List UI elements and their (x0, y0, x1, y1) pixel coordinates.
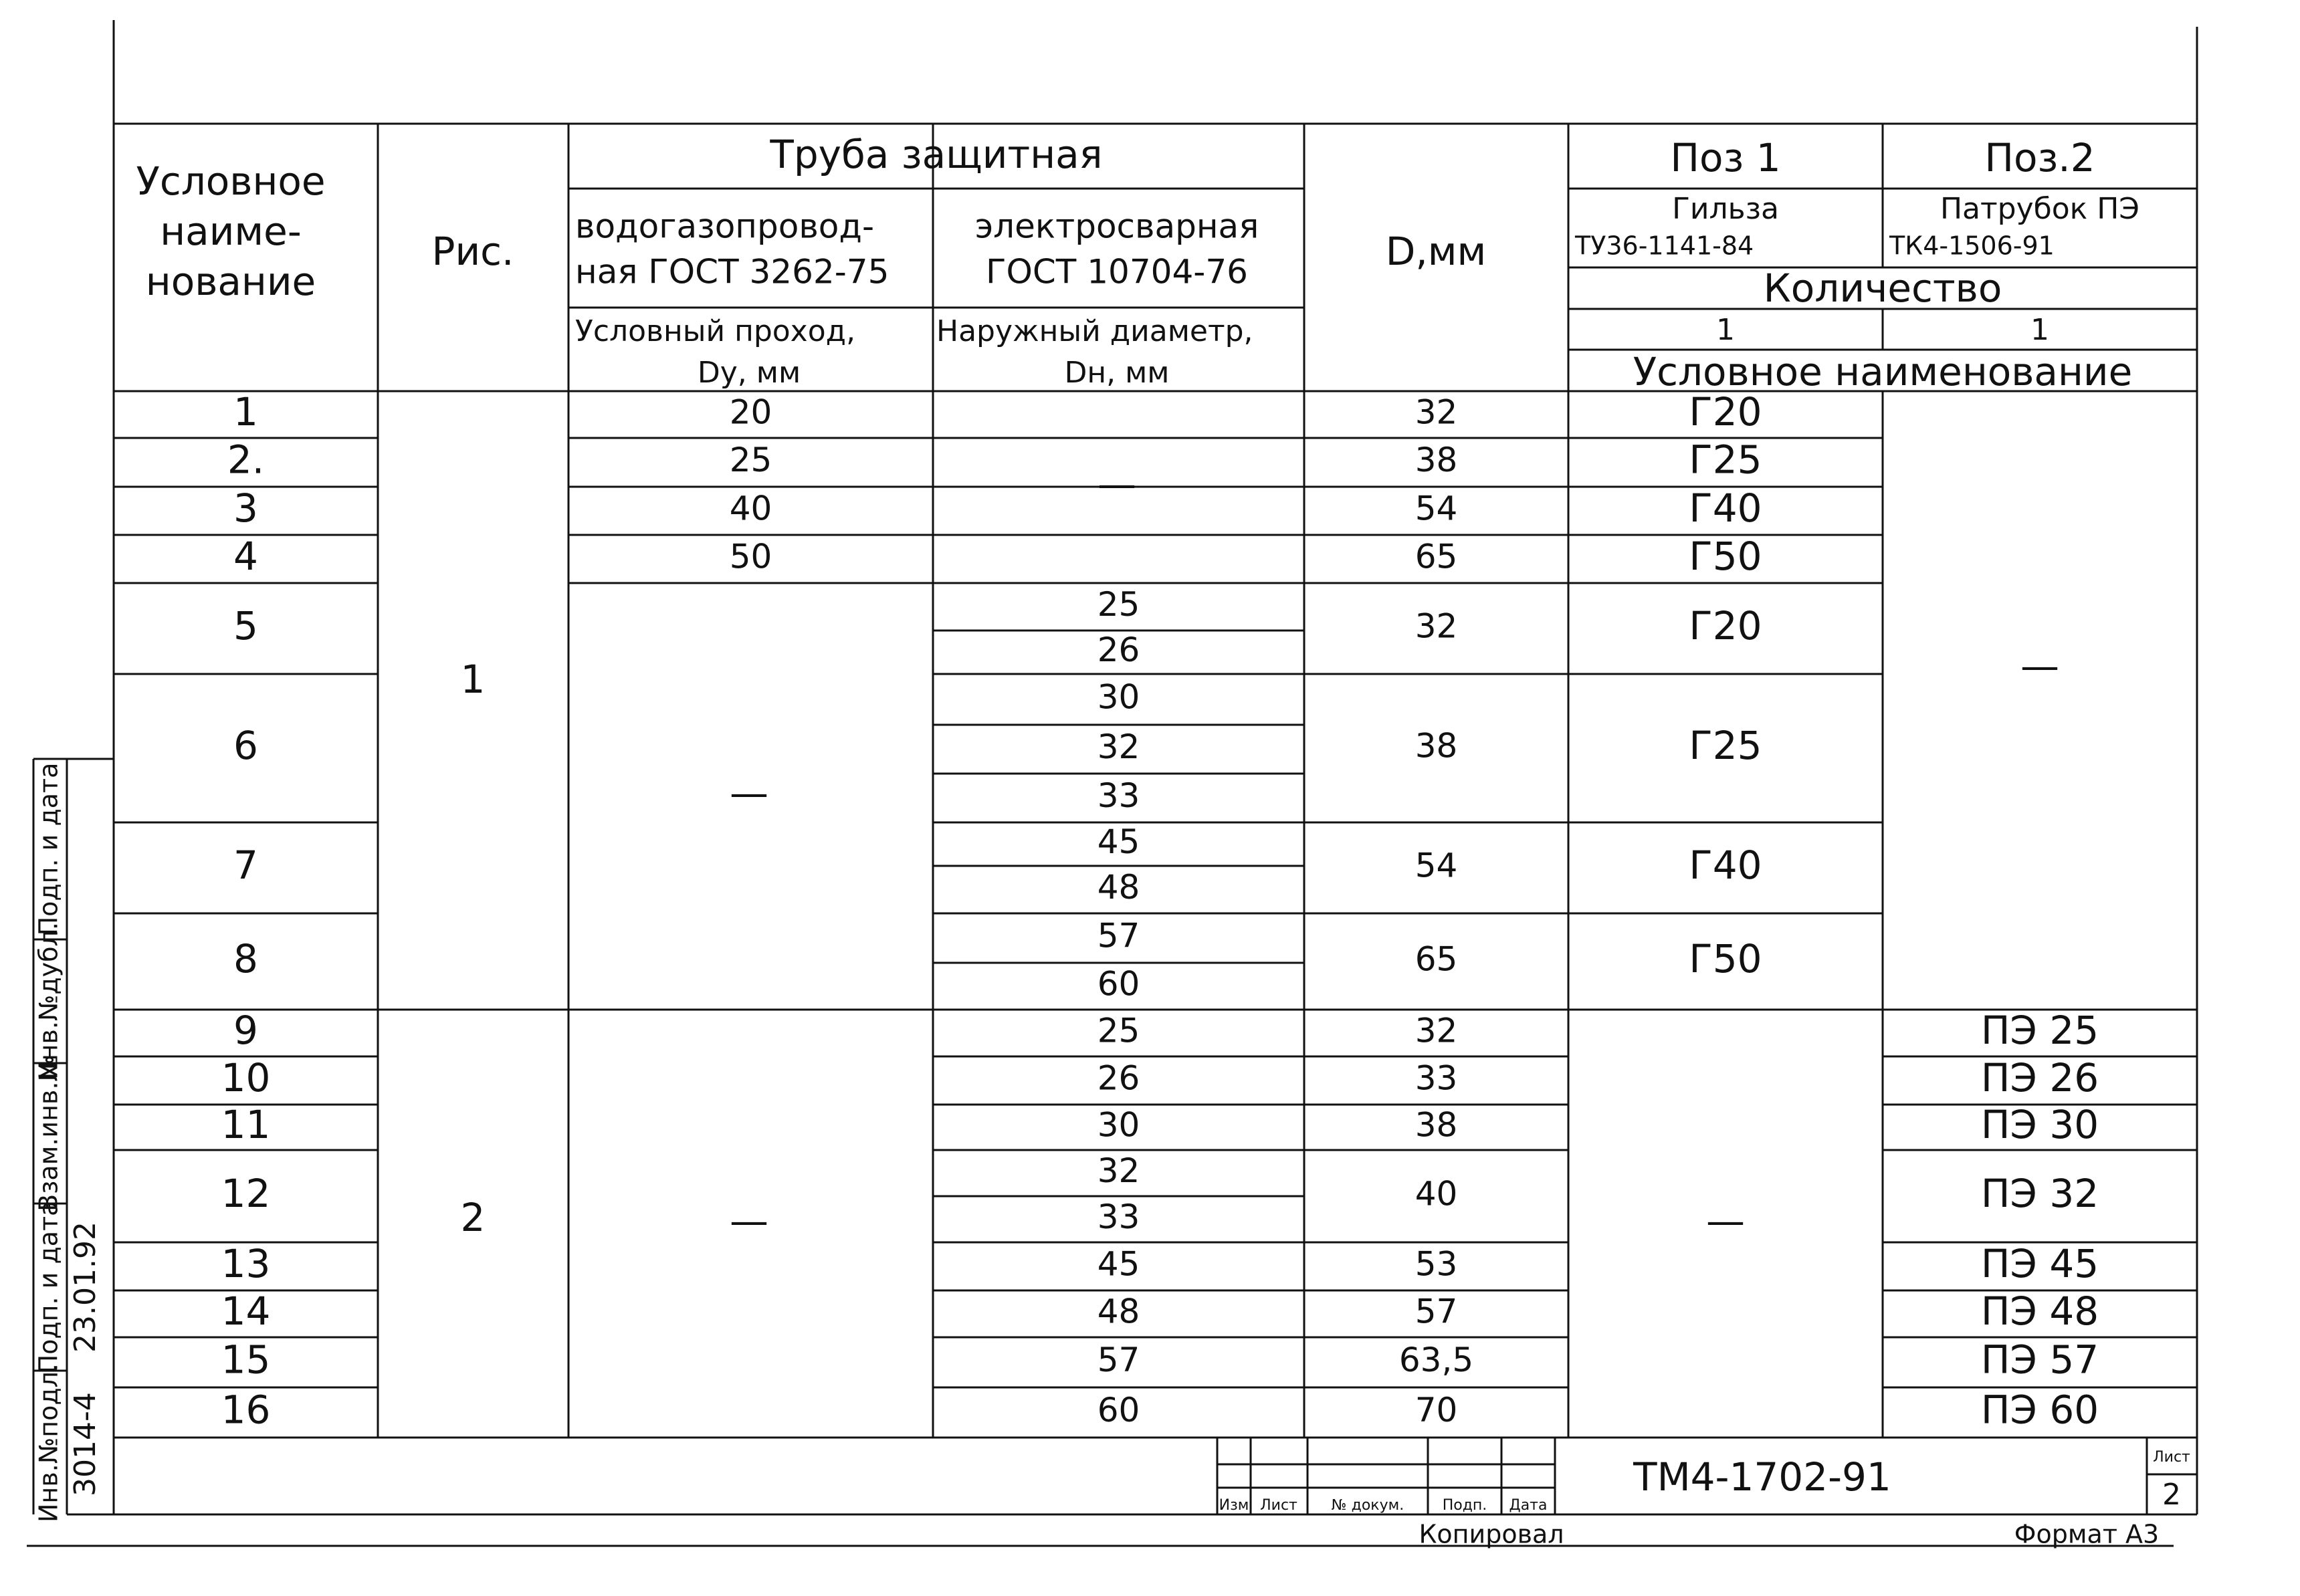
branch-pipe-name: ПЭ 32 (1980, 1171, 2099, 1217)
header-outer-diameter-unit: Dн, мм (1064, 356, 1170, 390)
dash-empty-cell: — (1097, 461, 1136, 507)
header-branch-pipe: Патрубок ПЭ (1940, 192, 2140, 226)
figure-number-1: 1 (460, 657, 486, 703)
outer-diameter-value: 60 (1097, 964, 1140, 1004)
header-conditional-name: Условное наименование (1633, 349, 2133, 395)
title-block-column: № докум. (1331, 1497, 1404, 1514)
header-protective-pipe: Труба защитная (770, 132, 1103, 178)
row-number: 11 (221, 1102, 271, 1148)
copied-by: Копировал (1419, 1519, 1564, 1549)
header-water-pipe-line1: водогазопровод- (575, 207, 874, 246)
diameter-value: 33 (1415, 1058, 1458, 1098)
branch-pipe-name: ПЭ 25 (1980, 1008, 2099, 1054)
outer-diameter-value: 48 (1097, 868, 1140, 907)
diameter-value: 40 (1415, 1174, 1458, 1214)
row-number: 7 (233, 842, 258, 889)
nominal-bore-value: 40 (729, 489, 772, 528)
sleeve-name: Г25 (1689, 437, 1762, 483)
paper-format: Формат А3 (2014, 1519, 2160, 1549)
diameter-value: 38 (1415, 726, 1458, 766)
header-sleeve-spec: ТУ36-1141-84 (1575, 231, 1754, 261)
branch-pipe-name: ПЭ 48 (1980, 1288, 2099, 1335)
row-number: 6 (233, 723, 258, 769)
branch-pipe-name: ПЭ 30 (1980, 1102, 2099, 1148)
row-number: 12 (221, 1171, 271, 1217)
outer-diameter-value: 57 (1097, 1341, 1140, 1379)
nominal-bore-value: 20 (729, 392, 772, 432)
diameter-value: 32 (1415, 392, 1458, 432)
row-number: 15 (221, 1337, 271, 1383)
row-number: 4 (233, 534, 258, 580)
sleeve-name: Г20 (1689, 389, 1762, 435)
row-number: 8 (233, 936, 258, 982)
header-branch-pipe-spec: ТК4-1506-91 (1889, 231, 2055, 261)
stamp-date: 23.01.92 (68, 1222, 102, 1353)
branch-pipe-name: ПЭ 26 (1980, 1055, 2099, 1101)
outer-diameter-value: 25 (1097, 1011, 1140, 1050)
dash-empty-cell: — (2020, 643, 2059, 689)
header-quantity-pos1: 1 (1716, 313, 1735, 347)
title-block-column: Лист (1260, 1497, 1297, 1514)
stamp-label: Подп. и дата (33, 1200, 64, 1374)
row-number: 16 (221, 1387, 271, 1433)
diameter-value: 53 (1415, 1244, 1458, 1284)
diameter-value: 65 (1415, 537, 1458, 576)
sheet-number: 2 (2162, 1478, 2181, 1512)
diameter-value: 57 (1415, 1292, 1458, 1331)
sleeve-name: Г40 (1689, 485, 1762, 532)
outer-diameter-value: 60 (1097, 1391, 1140, 1430)
outer-diameter-value: 30 (1097, 677, 1140, 717)
outer-diameter-value: 48 (1097, 1292, 1140, 1331)
sleeve-name: Г25 (1689, 723, 1762, 769)
header-name-line2: наиме- (160, 209, 302, 255)
header-nominal-bore-unit: Dу, мм (697, 356, 801, 390)
outer-diameter-value: 33 (1097, 1198, 1140, 1236)
outer-diameter-value: 57 (1097, 916, 1140, 955)
header-name-line1: Условное (136, 158, 326, 205)
diameter-value: 63,5 (1398, 1341, 1474, 1379)
drawing-code: ТМ4-1702-91 (1633, 1454, 1891, 1500)
header-pos2: Поз.2 (1984, 135, 2095, 181)
dash-empty-cell: — (730, 1198, 768, 1244)
outer-diameter-value: 26 (1097, 1058, 1140, 1098)
row-number: 9 (233, 1008, 258, 1054)
row-number: 1 (233, 389, 258, 435)
outer-diameter-value: 26 (1097, 631, 1140, 669)
diameter-value: 38 (1415, 1105, 1458, 1145)
header-welded-pipe-line2: ГОСТ 10704-76 (986, 252, 1248, 292)
sheet-label: Лист (2153, 1449, 2190, 1466)
header-quantity: Количество (1763, 265, 2002, 312)
sleeve-name: Г50 (1689, 534, 1762, 580)
outer-diameter-value: 45 (1097, 822, 1140, 861)
diameter-value: 65 (1415, 939, 1458, 979)
figure-number-2: 2 (460, 1195, 486, 1241)
branch-pipe-name: ПЭ 60 (1980, 1387, 2099, 1433)
row-number: 13 (221, 1241, 271, 1287)
diameter-value: 38 (1415, 441, 1458, 479)
header-welded-pipe-line1: электросварная (974, 207, 1259, 246)
nominal-bore-value: 50 (729, 537, 772, 576)
header-nominal-bore: Условный проход, (575, 314, 856, 348)
outer-diameter-value: 45 (1097, 1244, 1140, 1284)
stamp-label: Взам.инв.№ (33, 1055, 64, 1212)
row-number: 10 (221, 1055, 271, 1101)
diameter-value: 32 (1415, 606, 1458, 646)
outer-diameter-value: 30 (1097, 1105, 1140, 1145)
dash-empty-cell: — (730, 770, 768, 816)
header-d-mm: D,мм (1385, 229, 1487, 275)
stamp-label: Инв.№дубл. (33, 922, 64, 1080)
diameter-value: 32 (1415, 1011, 1458, 1050)
sleeve-name: Г50 (1689, 936, 1762, 982)
diameter-value: 54 (1415, 489, 1458, 528)
header-water-pipe-line2: ная ГОСТ 3262-75 (575, 252, 890, 292)
branch-pipe-name: ПЭ 45 (1980, 1241, 2099, 1287)
header-pos1: Поз 1 (1670, 135, 1781, 181)
nominal-bore-value: 25 (729, 441, 772, 479)
diameter-value: 54 (1415, 846, 1458, 885)
outer-diameter-value: 32 (1097, 1151, 1140, 1190)
header-sleeve: Гильза (1672, 192, 1779, 226)
sleeve-name: Г40 (1689, 842, 1762, 889)
dash-empty-cell: — (1706, 1198, 1745, 1244)
row-number: 3 (233, 485, 258, 532)
branch-pipe-name: ПЭ 57 (1980, 1337, 2099, 1383)
title-block-column: Дата (1509, 1497, 1548, 1514)
outer-diameter-value: 33 (1097, 776, 1140, 815)
title-block-column: Подп. (1442, 1497, 1487, 1514)
stamp-label: Подп. и дата (33, 762, 64, 936)
header-figure: Рис. (431, 229, 514, 275)
row-number: 14 (221, 1288, 271, 1335)
row-number: 2. (227, 437, 265, 483)
diameter-value: 70 (1415, 1391, 1458, 1430)
header-quantity-pos2: 1 (2030, 313, 2049, 347)
row-number: 5 (233, 603, 258, 649)
header-name-line3: нование (145, 259, 316, 305)
header-outer-diameter: Наружный диаметр, (936, 314, 1253, 348)
stamp-inventory-number: 3014-4 (68, 1392, 102, 1496)
stamp-label: Инв.№подл. (33, 1363, 64, 1523)
sleeve-name: Г20 (1689, 603, 1762, 649)
title-block-column: Изм (1219, 1497, 1249, 1514)
outer-diameter-value: 32 (1097, 727, 1140, 766)
outer-diameter-value: 25 (1097, 585, 1140, 624)
